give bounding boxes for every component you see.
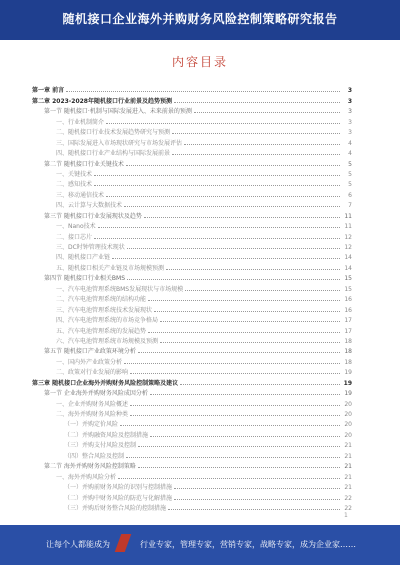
toc-entry-label: （一）并购前财务风险的识别与控制措施 (64, 484, 173, 492)
toc-entry[interactable] (32, 251, 352, 261)
toc-leader-dots (144, 217, 340, 218)
toc-leader-dots (124, 206, 340, 207)
toc-entry-page: 15 (344, 275, 352, 283)
toc-entry-label: 二、政策对行业发展的影响 (56, 369, 129, 377)
toc-leader-dots (94, 175, 340, 176)
toc-entry-label: 三、移动通信技术 (56, 191, 105, 199)
toc-entry[interactable] (32, 335, 352, 345)
toc-entry-label: 三、DC时钟管理技术现状 (56, 244, 125, 251)
toc-entry-label: 第五节 随机接口产业政策环境分析 (44, 348, 136, 356)
toc-entry-page: 6 (348, 191, 352, 199)
toc-entry[interactable] (32, 314, 352, 324)
toc-leader-dots (148, 332, 340, 333)
toc-leader-dots (138, 446, 340, 447)
toc-entry-label: 六、汽车电池管理系统市场规模及预测 (56, 337, 159, 345)
toc-leader-dots (154, 311, 340, 312)
toc-entry-page: 5 (348, 181, 352, 189)
toc-leader-dots (126, 165, 340, 166)
toc-leader-dots (148, 300, 340, 301)
toc-leader-dots (118, 478, 340, 479)
toc-entry[interactable] (32, 282, 352, 292)
footer-slogan-right: 行业专家，管理专家，营销专家，战略专家，成为企业家…… (140, 540, 356, 549)
toc-entry-page: 19 (344, 369, 352, 377)
toc-entry[interactable] (32, 303, 352, 313)
toc-entry-label: 第一章 前言 (32, 87, 65, 95)
toc-entry-label: 一、行业机制简介 (56, 118, 105, 126)
toc-leader-dots (120, 425, 340, 426)
toc-entry[interactable] (32, 439, 352, 449)
toc-entry-page: 4 (348, 150, 352, 158)
toc-entry[interactable] (32, 293, 352, 303)
toc-entry-label: 二、海外并购财务风险种类 (56, 411, 129, 418)
footer-slogan-left: 让每个人都能成为 (46, 540, 110, 549)
toc-entry-page: 18 (344, 358, 352, 366)
toc-entry[interactable] (32, 387, 352, 397)
toc-entry[interactable] (32, 449, 352, 459)
toc-leader-dots (106, 196, 340, 197)
toc-leader-dots (180, 384, 340, 385)
toc-leader-dots (94, 238, 340, 239)
toc-entry[interactable] (32, 418, 352, 428)
toc-entry-page: 3 (348, 108, 352, 116)
toc-entry-label: 第四节 随机接口行业相关BMS (44, 275, 126, 283)
toc-entry[interactable] (32, 115, 352, 125)
toc-entry[interactable] (32, 491, 352, 501)
toc-leader-dots (172, 154, 340, 155)
toc-leader-dots (138, 467, 340, 468)
toc-entry-label: （二）并购中财务风险的防范与化解措施 (64, 494, 173, 502)
toc-entry-page: 3 (348, 129, 352, 137)
toc-leader-dots (185, 290, 340, 291)
toc-entry[interactable] (32, 345, 352, 355)
toc-entry[interactable] (32, 136, 352, 146)
toc-entry[interactable] (32, 168, 352, 178)
toc-leader-dots (130, 373, 340, 374)
toc-entry[interactable] (32, 502, 352, 512)
toc-entry[interactable] (32, 147, 352, 157)
toc-entry-label: （三）并购支付风险及控制 (64, 442, 137, 450)
toc-entry-page: 4 (348, 139, 352, 147)
toc-entry-label: （二）并购融资风险及控制措施 (64, 431, 149, 439)
toc-entry-label: 二、随机接口行业技术发展趋势研究与预测 (56, 129, 171, 137)
toc-entry[interactable] (32, 178, 352, 188)
toc-entry-label: 一、国内外产业政策分析 (56, 358, 123, 366)
toc-leader-dots (138, 352, 340, 353)
toc-leader-dots (94, 185, 340, 186)
toc-entry-page: 21 (344, 442, 352, 450)
toc-leader-dots (150, 436, 340, 437)
toc-entry[interactable] (32, 408, 352, 418)
toc-entry[interactable] (32, 126, 352, 136)
toc-entry-label: 一、关键技术 (56, 170, 93, 178)
toc-entry-label: 四、随机接口行业产业结构与国际发展前景 (56, 150, 171, 158)
footer-accent-shape (115, 534, 132, 552)
toc-entry-label: 五、汽车电池管理系统的发展趋势 (56, 327, 147, 335)
toc-entry-label: 三、国际发展进入市场现状研究与市场发展评估 (56, 139, 183, 147)
toc-entry[interactable] (32, 366, 352, 376)
toc-leader-dots (98, 227, 340, 228)
toc-entry-label: 第三章 随机接口企业海外并购财务风险控制策略及建议 (32, 379, 179, 387)
toc-entry-page: 20 (344, 431, 352, 439)
toc-entry-label: 一、Nano技术 (56, 223, 96, 231)
toc-entry-page: 21 (344, 473, 352, 481)
toc-entry-page: 18 (344, 337, 352, 345)
footer-banner (0, 525, 400, 565)
toc-entry-page: 3 (348, 118, 352, 126)
toc-entry-page: 15 (344, 285, 352, 293)
toc-leader-dots (172, 133, 340, 134)
page-number: 1 (344, 512, 348, 519)
toc-entry[interactable] (32, 470, 352, 480)
toc-entry[interactable] (32, 355, 352, 365)
toc-entry-page: 19 (343, 379, 352, 387)
toc-entry-label: （三）并购后财务整合风险的控制措施 (64, 504, 167, 512)
toc-entry-page: 5 (348, 170, 352, 178)
toc-entry-label: 一、汽车电池管理系统BMS发展现状与市场规模 (56, 285, 184, 293)
toc-entry-page: 11 (344, 212, 352, 220)
toc-leader-dots (194, 112, 340, 113)
toc-entry-label: 二、汽车电池管理系统的结构功能 (56, 296, 147, 304)
toc-entry-page: 17 (344, 317, 352, 325)
toc-entry-page: 20 (344, 411, 352, 418)
toc-entry-label: 第一节 随机接口·机制与国际发展进入、未来前景的预测 (44, 108, 192, 116)
toc-entry-page: 12 (344, 244, 352, 251)
toc-entry-page: 20 (344, 400, 352, 408)
toc-entry[interactable] (32, 272, 352, 282)
toc-entry-page: 21 (344, 484, 352, 492)
toc-entry-label: （一）并购定价风险 (64, 421, 119, 429)
toc-entry-label: 一、海外并购风险分析 (56, 473, 117, 481)
toc-entry[interactable] (32, 241, 352, 251)
toc-entry[interactable] (32, 199, 352, 209)
toc-entry-page: 11 (344, 223, 352, 231)
toc-leader-dots (166, 269, 340, 270)
toc-entry-label: 二、感知技术 (56, 181, 93, 189)
toc-leader-dots (130, 415, 340, 416)
toc-entry-label: 四、云计算与大数据技术 (56, 202, 123, 210)
toc-entry[interactable] (32, 261, 352, 271)
toc-leader-dots (160, 342, 340, 343)
header-banner (0, 0, 400, 40)
toc-entry[interactable] (32, 397, 352, 407)
toc-entry-page: 22 (344, 494, 352, 502)
toc-entry-page: 18 (344, 348, 352, 356)
toc-leader-dots (168, 509, 340, 510)
toc-entry-page: 16 (344, 296, 352, 304)
toc-entry[interactable] (32, 376, 352, 386)
toc-entry-page: 20 (344, 421, 352, 429)
toc-entry-label: 第一节 企业海外并购财务风险成因分析 (44, 390, 148, 398)
toc-entry[interactable] (32, 460, 352, 470)
toc-entry-page: 3 (347, 97, 352, 105)
toc-entry-page: 16 (344, 306, 352, 314)
toc-entry-label: 四、随机接口产业链 (56, 254, 111, 262)
toc-entry-page: 21 (344, 452, 352, 460)
toc-entry-label: 五、随机接口相关产业链及市场规模预测 (56, 264, 165, 272)
toc-entry-label: 三、汽车电池管理系统技术发展现状 (56, 306, 153, 314)
toc-entry-page: 21 (344, 463, 352, 471)
toc-entry[interactable] (32, 94, 352, 104)
toc-entry-page: 12 (344, 233, 352, 241)
toc-leader-dots (130, 405, 340, 406)
toc-entry-page: 3 (347, 87, 352, 95)
toc-entry-page: 17 (344, 327, 352, 335)
toc-leader-dots (124, 363, 340, 364)
toc-entry-label: 第二节 随机接口行业关键技术 (44, 160, 124, 168)
toc-entry-label: 一、企业并购财务风险概述 (56, 400, 129, 408)
toc-entry-page: 5 (348, 160, 352, 168)
toc-leader-dots (150, 394, 340, 395)
toc-entry[interactable] (32, 209, 352, 219)
toc-leader-dots (66, 91, 340, 92)
toc-entry[interactable] (32, 188, 352, 198)
toc-entry[interactable] (32, 105, 352, 115)
toc-entry-page: 19 (344, 390, 352, 398)
toc-entry[interactable] (32, 84, 352, 94)
toc-entry-label: 四、汽车电池管理系统的市场竞争格局 (56, 317, 159, 325)
toc-leader-dots (160, 321, 340, 322)
toc-entry-page: 22 (344, 504, 352, 512)
toc-heading: 内容目录 (171, 55, 228, 69)
toc-leader-dots (184, 144, 340, 145)
toc-leader-dots (174, 488, 340, 489)
toc-leader-dots (106, 123, 340, 124)
toc-entry[interactable] (32, 220, 352, 230)
toc-entry[interactable] (32, 157, 352, 167)
toc-entry[interactable] (32, 428, 352, 438)
toc-entry-label: 二、接口芯片 (56, 233, 93, 241)
toc-leader-dots (126, 457, 340, 458)
toc-entry[interactable] (32, 324, 352, 334)
toc-leader-dots (174, 102, 340, 103)
toc-entry-label: 第二节 海外并购财务风险控制策略 (44, 463, 136, 471)
toc-leader-dots (127, 248, 340, 249)
toc-entry-page: 14 (344, 264, 352, 272)
toc-leader-dots (112, 258, 340, 259)
toc-entry-label: 第二章 2023-2028年随机接口行业前景及趋势预测 (32, 97, 172, 105)
toc-entry[interactable] (32, 481, 352, 491)
table-of-contents (32, 84, 352, 512)
toc-entry-page: 14 (344, 254, 352, 262)
report-title: 随机接口企业海外并购财务风险控制策略研究报告 (62, 12, 338, 26)
toc-entry-label: （四）整合风险及控制 (64, 452, 125, 460)
toc-leader-dots (127, 279, 340, 280)
toc-entry-page: 7 (348, 202, 352, 210)
toc-leader-dots (174, 499, 340, 500)
toc-entry[interactable] (32, 230, 352, 240)
toc-entry-label: 第三节 随机接口行业发展现状及趋势 (44, 212, 142, 220)
